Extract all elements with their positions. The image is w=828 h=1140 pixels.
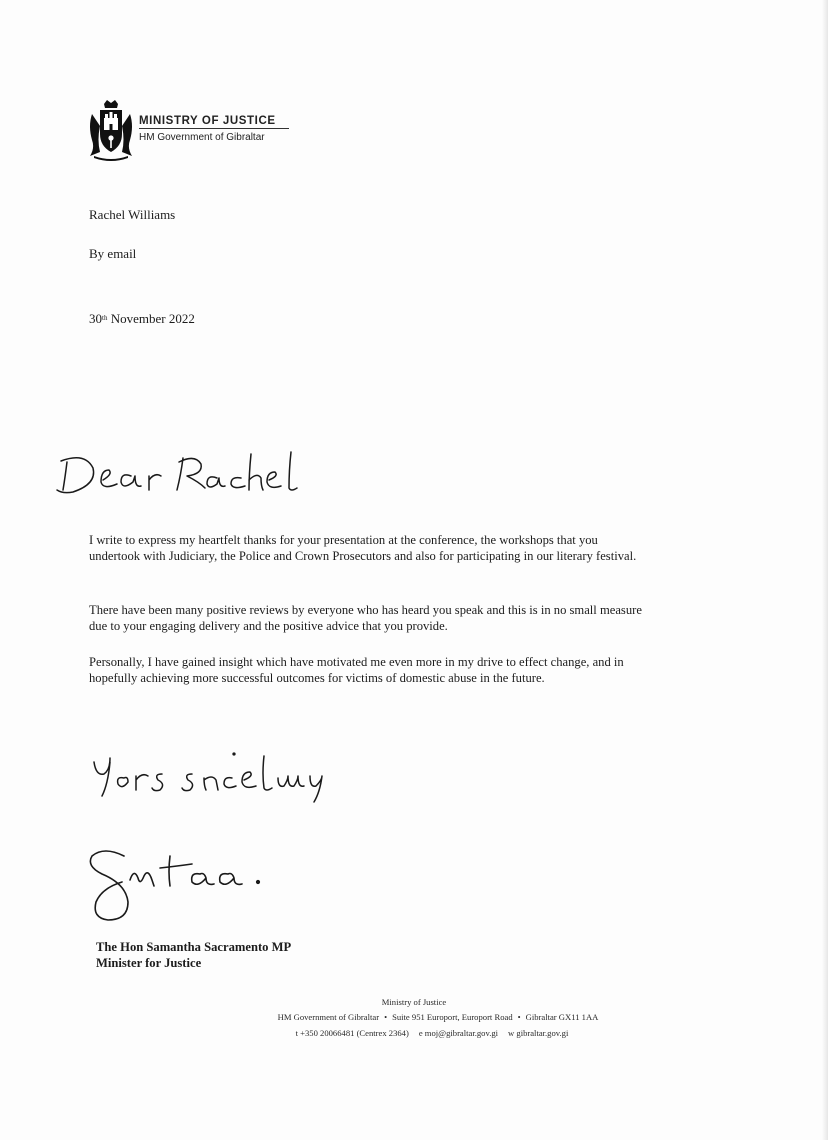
date-day: 30	[89, 311, 102, 326]
signatory-title: Minister for Justice	[96, 956, 202, 970]
page-edge-shadow	[822, 0, 828, 1140]
footer-address-part: Suite 951 Europort, Europort Road	[392, 1012, 513, 1022]
footer-separator: •	[517, 1012, 521, 1022]
footer-address-part: HM Government of Gibraltar	[277, 1012, 380, 1022]
footer-address	[0, 1011, 828, 1023]
gibraltar-coat-of-arms-icon	[86, 100, 136, 162]
footer-org: Ministry of Justice	[381, 997, 447, 1007]
footer-contact	[0, 1027, 828, 1039]
signatory-block	[96, 939, 291, 971]
handwritten-signature	[82, 838, 302, 933]
handwritten-salutation	[55, 440, 315, 510]
footer-separator: •	[384, 1012, 388, 1022]
letter-date	[89, 311, 195, 327]
letterhead	[139, 115, 289, 143]
date-suffix: th	[102, 314, 108, 322]
signatory-name: The Hon Samantha Sacramento MP	[96, 940, 292, 954]
footer-address-part: Gibraltar GX11 1AA	[525, 1012, 599, 1022]
handwritten-closing	[88, 740, 368, 810]
body-paragraph: There have been many positive reviews by everyone who has heard you speak and this is in no small measure due to your engaging delivery and the positive advice that you provide.	[89, 603, 642, 633]
body-paragraph: Personally, I have gained insight which have motivated me even more in my drive to effect change, and in hopefully achieving more successful outcomes for victims of domestic abuse in the future.	[89, 655, 624, 685]
delivery-method: By email	[89, 246, 137, 261]
org-subtitle: HM Government of Gibraltar	[139, 132, 265, 143]
footer-phone: t +350 20066481 (Centrex 2364)	[295, 1028, 409, 1038]
recipient-name: Rachel Williams	[89, 207, 176, 222]
body-paragraph: I write to express my heartfelt thanks for your presentation at the conference, the workshops that you undertook with Judiciary, the Police and Crown Prosecutors and also for participating in our literary festival.	[89, 533, 637, 563]
org-name: MINISTRY OF JUSTICE	[139, 115, 289, 129]
footer-website: w gibraltar.gov.gi	[508, 1028, 569, 1038]
footer-email: e moj@gibraltar.gov.gi	[418, 1028, 499, 1038]
date-rest: November 2022	[110, 311, 195, 326]
